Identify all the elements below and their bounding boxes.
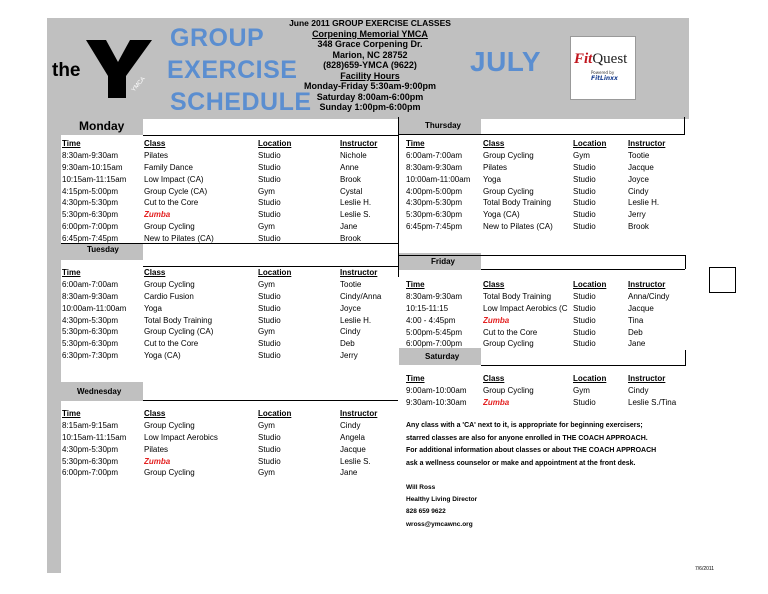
cell-class: Group Cycling (483, 151, 534, 161)
cell-instructor: Cindy (628, 386, 649, 396)
cell-time: 10:00am-11:00am (62, 303, 127, 313)
schedule-row (62, 326, 396, 338)
cell-location: Studio (258, 456, 281, 466)
col-location: Location (258, 139, 292, 149)
col-time: Time (62, 409, 81, 419)
contact-email[interactable]: wross@ymcawnc.org (406, 520, 473, 528)
cell-time: 5:30pm-6:30pm (62, 456, 119, 466)
cell-location: Studio (258, 151, 281, 161)
col-class: Class (144, 409, 166, 419)
cell-instructor: Anna/Cindy (628, 292, 670, 302)
cell-location: Gym (258, 468, 275, 478)
schedule-row (406, 303, 688, 315)
ymca-logo-prefix: the (52, 60, 81, 81)
day-band-wednesday: Wednesday (61, 382, 143, 401)
cell-location: Studio (258, 162, 281, 172)
schedule-row (62, 302, 396, 314)
rule-friday-top (399, 255, 685, 256)
class-notes (406, 420, 656, 470)
cell-instructor: Jerry (340, 350, 358, 360)
schedule-row (62, 291, 396, 303)
col-class: Class (483, 374, 505, 384)
schedule-row (62, 162, 396, 174)
cell-location: Gym (258, 421, 275, 431)
schedule-row (406, 162, 688, 174)
cell-time: 5:00pm-5:45pm (406, 327, 463, 337)
cell-time: 10:15am-11:15am (62, 174, 127, 184)
cell-instructor: Nichole (340, 151, 367, 161)
cell-location: Studio (258, 444, 281, 454)
cell-class: Pilates (483, 162, 508, 172)
title-exercise: EXERCISE (167, 56, 298, 84)
schedule-row (62, 467, 396, 479)
contact-title: Healthy Living Director (406, 496, 478, 504)
fitquest-logo (570, 36, 636, 100)
col-location: Location (573, 139, 607, 149)
schedule-row (62, 338, 396, 350)
cell-location: Studio (573, 315, 596, 325)
cell-class: Yoga (483, 174, 501, 184)
day-band-tuesday: Tuesday (61, 244, 143, 260)
cell-time: 5:30pm-6:30pm (62, 339, 119, 349)
cell-instructor: Brook (340, 174, 361, 184)
contact-info (406, 482, 477, 531)
col-instructor: Instructor (628, 374, 666, 384)
cell-class: Low Impact Aerobics (C (483, 303, 568, 313)
hours-saturday: Saturday 8:00am-6:00pm (316, 91, 424, 102)
cell-time: 6:00am-7:00am (406, 151, 463, 161)
cell-time: 9:30am-10:30am (406, 397, 467, 407)
cell-location: Studio (258, 432, 281, 442)
schedule-row (406, 314, 688, 326)
cell-instructor: Brook (628, 221, 649, 231)
cell-time: 10:15-11:15 (406, 303, 449, 313)
cell-location: Studio (258, 303, 281, 313)
cell-location: Studio (258, 291, 281, 301)
cell-class: Zumba (144, 210, 171, 220)
day-band-saturday: Saturday (399, 348, 481, 365)
thursday-table (406, 138, 688, 232)
schedule-row (62, 209, 396, 221)
schedule-row (62, 432, 396, 444)
cell-time: 4:00 - 4:45pm (406, 315, 456, 325)
cell-instructor: Angela (340, 432, 365, 442)
cell-time: 6:00am-7:00am (62, 280, 119, 290)
cell-time: 6:00pm-7:00pm (62, 221, 119, 231)
cell-class: Group Cycling (144, 280, 195, 290)
schedule-row (62, 173, 396, 185)
cell-time: 9:00am-10:00am (406, 386, 467, 396)
cell-class: Group Cycling (144, 421, 195, 431)
cell-instructor: Brook (340, 233, 361, 243)
cell-time: 8:30am-9:30am (62, 151, 119, 161)
rule-monday (143, 135, 398, 136)
contact-name: Will Ross (406, 484, 436, 491)
cell-location: Gym (258, 221, 275, 231)
cell-instructor: Joyce (628, 174, 649, 184)
cell-location: Studio (258, 174, 281, 184)
ymca-logo-text: YMCA (130, 76, 147, 94)
cell-time: 5:30pm-6:30pm (62, 327, 119, 337)
rule-thursday (399, 134, 684, 135)
schedule-row (62, 197, 396, 209)
cell-time: 6:45pm-7:45pm (406, 221, 463, 231)
cell-class: Cardio Fusion (144, 291, 194, 301)
cell-instructor: Jacque (628, 162, 654, 172)
schedule-row (406, 173, 688, 185)
cell-class: Group Cycling (144, 468, 195, 478)
col-instructor: Instructor (340, 139, 378, 149)
cell-time: 6:00pm-7:00pm (62, 468, 119, 478)
cell-location: Studio (573, 397, 596, 407)
cell-time: 5:30pm-6:30pm (62, 210, 119, 220)
month-title: JULY (470, 46, 542, 77)
cell-instructor: Jerry (628, 210, 646, 220)
schedule-row (62, 232, 396, 244)
note-line: ask a wellness counselor or make and appointment at the front desk. (406, 459, 636, 467)
col-time: Time (62, 268, 81, 278)
monday-table (62, 138, 396, 244)
schedule-row (62, 221, 396, 233)
cell-class: Group Cycle (CA) (144, 186, 208, 196)
cell-instructor: Jane (340, 221, 358, 231)
cell-location: Studio (573, 210, 596, 220)
cell-location: Gym (573, 386, 590, 396)
cell-class: Group Cycling (144, 221, 195, 231)
cell-time: 8:15am-9:15am (62, 421, 119, 431)
cell-location: Studio (573, 186, 596, 196)
cell-time: 4:30pm-5:30pm (406, 198, 463, 208)
schedule-row (62, 455, 396, 467)
cell-location: Gym (258, 186, 275, 196)
schedule-row (62, 350, 396, 362)
col-time: Time (406, 374, 425, 384)
cell-class: Total Body Training (483, 292, 552, 302)
schedule-row (406, 150, 688, 162)
cell-time: 4:30pm-5:30pm (62, 315, 119, 325)
hours-weekday: Monday-Friday 5:30am-9:00pm (303, 81, 437, 91)
col-instructor: Instructor (628, 280, 666, 290)
cell-time: 5:30pm-6:30pm (406, 210, 463, 220)
cell-location: Studio (258, 198, 281, 208)
col-location: Location (258, 268, 292, 278)
cell-location: Studio (573, 292, 596, 302)
cell-time: 6:45pm-7:45pm (62, 233, 119, 243)
cell-class: Low Impact Aerobics (144, 432, 218, 442)
rule-saturday (481, 365, 685, 366)
divider-right-saturday (685, 350, 686, 366)
cell-location: Studio (573, 198, 596, 208)
cell-class: Family Dance (144, 162, 193, 172)
fitquest-logo-text: FitQuest (574, 51, 628, 67)
schedule-row (62, 279, 396, 291)
cell-time: 4:15pm-5:00pm (62, 186, 119, 196)
cell-class: Group Cycling (483, 386, 534, 396)
cell-instructor: Cindy (340, 421, 361, 431)
note-line: Any class with a 'CA' next to it, is appropriate for beginning exercisers; (406, 422, 643, 429)
note-line: starred classes are also for anyone enrolled in THE COACH APPROACH. (406, 434, 648, 442)
cell-location: Studio (573, 162, 596, 172)
col-location: Location (573, 280, 607, 290)
cell-instructor: Leslie H. (628, 198, 660, 208)
cell-location: Gym (573, 151, 590, 161)
cell-time: 9:30am-10:15am (62, 162, 123, 172)
cell-location: Gym (258, 327, 275, 337)
schedule-row (62, 314, 396, 326)
schedule-row (62, 443, 396, 455)
cell-time: 10:15am-11:15am (62, 432, 127, 442)
cell-time: 6:00pm-7:00pm (406, 339, 463, 349)
cell-class: New to Pilates (CA) (144, 233, 214, 243)
divider-tuesday (398, 249, 399, 267)
schedule-row (406, 291, 688, 303)
note-line: For additional information about classes or about THE COACH APPROACH (406, 447, 657, 454)
cell-class: Low Impact (CA) (144, 174, 204, 184)
cell-instructor: Leslie H. (340, 198, 372, 208)
facility-city: Marion, NC 28752 (332, 49, 408, 60)
day-band-friday: Friday (399, 253, 481, 270)
cell-instructor: Cindy/Anna (340, 291, 382, 301)
facility-name: Corpening Memorial YMCA (312, 28, 428, 39)
cell-location: Studio (258, 315, 281, 325)
cell-class: Pilates (144, 151, 169, 161)
cell-location: Studio (258, 233, 281, 243)
rule-friday (481, 269, 685, 270)
facility-phone: (828)659-YMCA (9622) (323, 60, 417, 70)
cell-instructor: Jane (628, 339, 646, 349)
cell-time: 8:30am-9:30am (62, 291, 119, 301)
col-instructor: Instructor (340, 268, 378, 278)
cell-time: 8:30am-9:30am (406, 162, 463, 172)
cell-time: 10:00am-11:00am (406, 174, 471, 184)
cell-instructor: Tootie (340, 280, 362, 290)
col-time: Time (62, 139, 81, 149)
cell-time: 4:30pm-5:30pm (62, 444, 119, 454)
cell-instructor: Cystal (340, 186, 363, 196)
divider-right-friday (685, 255, 686, 269)
col-location: Location (573, 374, 607, 384)
cell-instructor: Jane (340, 468, 358, 478)
schedule-row (406, 197, 688, 209)
rule-wednesday (143, 400, 398, 401)
schedule-heading: June 2011 GROUP EXERCISE CLASSES (289, 18, 451, 28)
cell-time: 4:00pm-5:00pm (406, 186, 463, 196)
cell-location: Gym (258, 280, 275, 290)
col-time: Time (406, 280, 425, 290)
schedule-row (62, 150, 396, 162)
schedule-row (406, 397, 688, 409)
schedule-row (62, 420, 396, 432)
cell-instructor: Anne (340, 162, 359, 172)
col-class: Class (483, 280, 505, 290)
hours-heading: Facility Hours (340, 70, 400, 81)
cell-class: Group Cycling (483, 186, 534, 196)
cell-location: Studio (258, 210, 281, 220)
cell-class: Total Body Training (483, 198, 552, 208)
cell-class: Pilates (144, 444, 169, 454)
cell-class: Zumba (483, 397, 510, 407)
cell-class: Yoga (144, 303, 162, 313)
day-band-monday: Monday (61, 117, 143, 135)
cell-location: Studio (573, 303, 596, 313)
cell-class: Group Cycling (483, 339, 534, 349)
contact-phone: 828 659 9622 (406, 508, 446, 516)
facility-street: 348 Grace Corpening Dr. (317, 39, 423, 49)
cell-instructor: Leslie H. (340, 315, 372, 325)
cell-class: Cut to the Core (144, 339, 199, 349)
schedule-row (406, 209, 688, 221)
left-stripe (47, 119, 61, 573)
cell-instructor: Cindy (628, 186, 649, 196)
schedule-row (406, 221, 688, 233)
schedule-row (62, 185, 396, 197)
cell-instructor: Deb (628, 327, 643, 337)
cell-location: Studio (258, 350, 281, 360)
cell-time: 4:30pm-5:30pm (62, 198, 119, 208)
footer-date: 7/6/2011 (695, 566, 715, 572)
facility-info (280, 18, 460, 113)
cell-location: Studio (258, 339, 281, 349)
cell-class: Yoga (CA) (483, 210, 520, 220)
cell-class: Zumba (483, 315, 510, 325)
cell-class: Zumba (144, 456, 171, 466)
cell-class: Cut to the Core (144, 198, 199, 208)
schedule-row (406, 338, 688, 350)
day-band-thursday: Thursday (399, 117, 481, 134)
cell-location: Studio (573, 327, 596, 337)
cell-location: Studio (573, 339, 596, 349)
col-instructor: Instructor (628, 139, 666, 149)
schedule-row (406, 326, 688, 338)
cell-class: New to Pilates (CA) (483, 221, 553, 231)
cell-location: Studio (573, 174, 596, 184)
cell-instructor: Jacque (628, 303, 654, 313)
title-group: GROUP (170, 24, 265, 52)
cell-instructor: Tootie (628, 151, 650, 161)
cell-instructor: Leslie S. (340, 210, 371, 220)
schedule-row (406, 385, 688, 397)
cell-instructor: Leslie S./Tina (628, 397, 677, 407)
schedule-row (406, 185, 688, 197)
cell-time: 8:30am-9:30am (406, 292, 463, 302)
cell-instructor: Jacque (340, 444, 366, 454)
cell-class: Yoga (CA) (144, 350, 181, 360)
title-schedule: SCHEDULE (170, 88, 312, 116)
tuesday-table (62, 267, 396, 361)
col-time: Time (406, 139, 425, 149)
col-class: Class (483, 139, 505, 149)
saturday-table (406, 373, 688, 408)
fitquest-logo-subtext: Powered by FitLinxx (591, 70, 618, 82)
col-location: Location (258, 409, 292, 419)
cell-instructor: Tina (628, 315, 644, 325)
cell-instructor: Deb (340, 339, 355, 349)
cell-time: 6:30pm-7:30pm (62, 350, 119, 360)
col-instructor: Instructor (340, 409, 378, 419)
friday-table (406, 279, 688, 350)
col-class: Class (144, 139, 166, 149)
cell-instructor: Leslie S. (340, 456, 371, 466)
wednesday-table (62, 408, 396, 479)
cell-class: Group Cycling (CA) (144, 327, 214, 337)
cell-class: Cut to the Core (483, 327, 538, 337)
cell-instructor: Cindy (340, 327, 361, 337)
cell-instructor: Joyce (340, 303, 361, 313)
empty-box (709, 267, 736, 293)
divider-right-thursday (684, 117, 685, 135)
hours-sunday: Sunday 1:00pm-6:00pm (319, 102, 421, 112)
cell-location: Studio (573, 221, 596, 231)
cell-class: Total Body Training (144, 315, 213, 325)
col-class: Class (144, 268, 166, 278)
